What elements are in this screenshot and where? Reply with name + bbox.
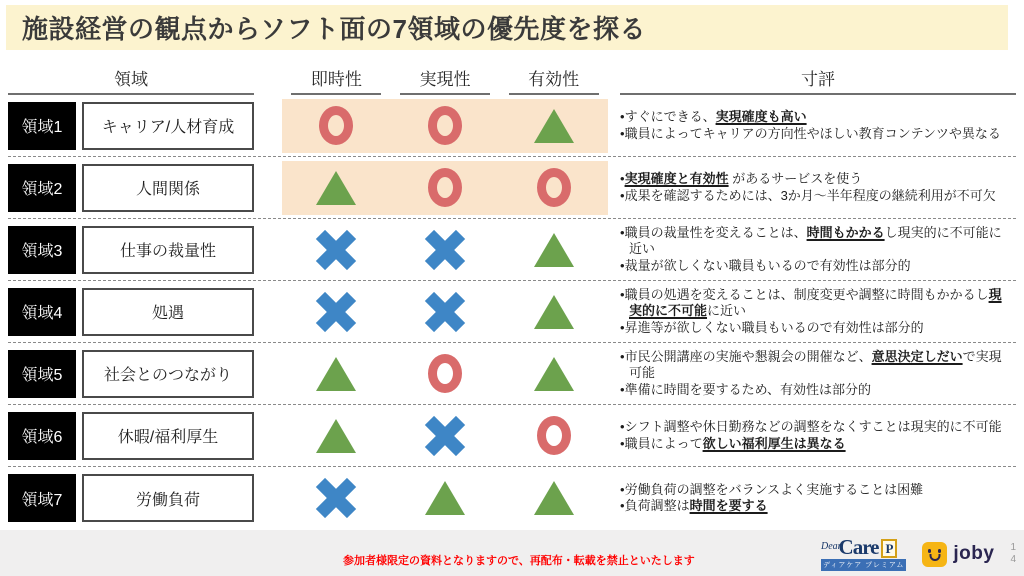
comment-bullet: •裁量が欲しくない職員もいるので有効性は部分的 bbox=[620, 257, 911, 273]
rating-triangle-icon bbox=[425, 481, 465, 515]
dearcare-logo bbox=[821, 537, 906, 571]
domain-name-box: 社会とのつながり bbox=[82, 350, 254, 398]
domain-name-box: 人間関係 bbox=[82, 164, 254, 212]
dearcare-premium-badge: P bbox=[881, 539, 897, 558]
rating-triangle-icon bbox=[316, 171, 356, 205]
rating-circle-icon bbox=[319, 106, 353, 145]
domain-name-box: 仕事の裁量性 bbox=[82, 226, 254, 274]
page-title: 施設経営の観点からソフト面の7領域の優先度を探る bbox=[22, 14, 646, 44]
joby-logo bbox=[922, 542, 994, 567]
comment-cell bbox=[620, 419, 1016, 451]
dearcare-care-text: Care bbox=[838, 535, 879, 559]
table-row bbox=[8, 157, 1016, 219]
col-header-immediacy: 即時性 bbox=[282, 65, 391, 95]
domain-name-box: 休暇/福利厚生 bbox=[82, 412, 254, 460]
page-number: 1 4 bbox=[1010, 542, 1016, 565]
col-header-comment: 寸評 bbox=[620, 65, 1016, 95]
comment-bullet: •職員の裁量性を変えることは、時間もかかるし現実的に不可能に近い bbox=[620, 225, 1002, 257]
table-row bbox=[8, 219, 1016, 281]
rating-cross-icon bbox=[424, 416, 466, 456]
rating-cells bbox=[282, 409, 608, 463]
rating-cells bbox=[282, 161, 608, 215]
slide-title-bar bbox=[6, 5, 1008, 50]
comment-cell bbox=[620, 349, 1016, 397]
rating-triangle-icon bbox=[534, 295, 574, 329]
rating-triangle-icon bbox=[534, 357, 574, 391]
comment-cell bbox=[620, 109, 1016, 141]
comment-bullet: •職員の処遇を変えることは、制度変更や調整に時間もかかるし現実的に不可能に近い bbox=[620, 287, 1002, 319]
comment-bullet: •職員によって欲しい福利厚生は異なる bbox=[620, 435, 846, 451]
dearcare-dear-text: Dear bbox=[820, 541, 842, 552]
joby-wordmark: joby bbox=[953, 543, 995, 564]
rating-cross-icon bbox=[424, 292, 466, 332]
comment-cell bbox=[620, 287, 1016, 335]
comment-bullet: •市民公開講座の実施や懇親会の開催など、意思決定しだいで実現可能 bbox=[620, 349, 1002, 381]
comment-bullet: •労働負荷の調整をバランスよく実施することは困難 bbox=[620, 481, 924, 497]
rating-cross-icon bbox=[315, 230, 357, 270]
table-row bbox=[8, 95, 1016, 157]
joby-smiley-icon bbox=[922, 542, 947, 567]
domain-name-box: キャリア/人材育成 bbox=[82, 102, 254, 150]
comment-bullet: •準備に時間を要するため、有効性は部分的 bbox=[620, 381, 872, 397]
col-header-domain: 領域 bbox=[8, 65, 254, 95]
table-body bbox=[8, 95, 1016, 529]
domain-name-box: 処遇 bbox=[82, 288, 254, 336]
table-header-row bbox=[8, 62, 1016, 95]
rating-circle-icon bbox=[428, 106, 462, 145]
comment-bullet: •すぐにできる、実現確度も高い bbox=[620, 109, 807, 125]
comment-bullet: •負荷調整は時間を要する bbox=[620, 498, 768, 513]
comment-bullet: •シフト調整や休日勤務などの調整をなくすことは現実的に不可能 bbox=[620, 419, 1002, 435]
dearcare-subtitle: ディアケア プレミアム bbox=[821, 559, 906, 571]
domain-number-badge: 領域3 bbox=[8, 226, 76, 274]
table-row bbox=[8, 467, 1016, 529]
rating-cells bbox=[282, 99, 608, 153]
confidential-notice: 参加者様限定の資料となりますので、再配布・転載を禁止といたします bbox=[343, 555, 695, 567]
priority-table bbox=[8, 62, 1016, 530]
rating-triangle-icon bbox=[534, 481, 574, 515]
domain-name-box: 労働負荷 bbox=[82, 474, 254, 522]
domain-number-badge: 領域6 bbox=[8, 412, 76, 460]
table-row bbox=[8, 343, 1016, 405]
rating-cells bbox=[282, 223, 608, 277]
rating-triangle-icon bbox=[534, 233, 574, 267]
comment-cell bbox=[620, 171, 1016, 203]
comment-bullet: •昇進等が欲しくない職員もいるので有効性は部分的 bbox=[620, 319, 924, 335]
footer-logos bbox=[821, 537, 1016, 571]
slide-footer bbox=[0, 530, 1024, 576]
domain-number-badge: 領域5 bbox=[8, 350, 76, 398]
domain-number-badge: 領域4 bbox=[8, 288, 76, 336]
rating-triangle-icon bbox=[316, 357, 356, 391]
table-row bbox=[8, 405, 1016, 467]
rating-cells bbox=[282, 347, 608, 401]
domain-number-badge: 領域1 bbox=[8, 102, 76, 150]
rating-headers bbox=[282, 65, 608, 95]
rating-triangle-icon bbox=[534, 109, 574, 143]
rating-cross-icon bbox=[315, 478, 357, 518]
rating-cells bbox=[282, 285, 608, 339]
comment-cell bbox=[620, 482, 1016, 514]
domain-number-badge: 領域2 bbox=[8, 164, 76, 212]
domain-number-badge: 領域7 bbox=[8, 474, 76, 522]
comment-bullet: •成果を確認するためには、3か月～半年程度の継続利用が不可欠 bbox=[620, 187, 996, 203]
rating-triangle-icon bbox=[316, 419, 356, 453]
rating-circle-icon bbox=[428, 354, 462, 393]
col-header-effectiveness: 有効性 bbox=[499, 65, 608, 95]
rating-circle-icon bbox=[537, 168, 571, 207]
comment-bullet: •職員によってキャリアの方向性やほしい教育コンテンツや異なる bbox=[620, 125, 1001, 141]
rating-cross-icon bbox=[315, 292, 357, 332]
rating-circle-icon bbox=[428, 168, 462, 207]
table-row bbox=[8, 281, 1016, 343]
comment-bullet: •実現確度と有効性 があるサービスを使う bbox=[620, 171, 863, 187]
rating-cells bbox=[282, 471, 608, 525]
comment-cell bbox=[620, 225, 1016, 273]
col-header-feasibility: 実現性 bbox=[391, 65, 500, 95]
rating-cross-icon bbox=[424, 230, 466, 270]
rating-circle-icon bbox=[537, 416, 571, 455]
